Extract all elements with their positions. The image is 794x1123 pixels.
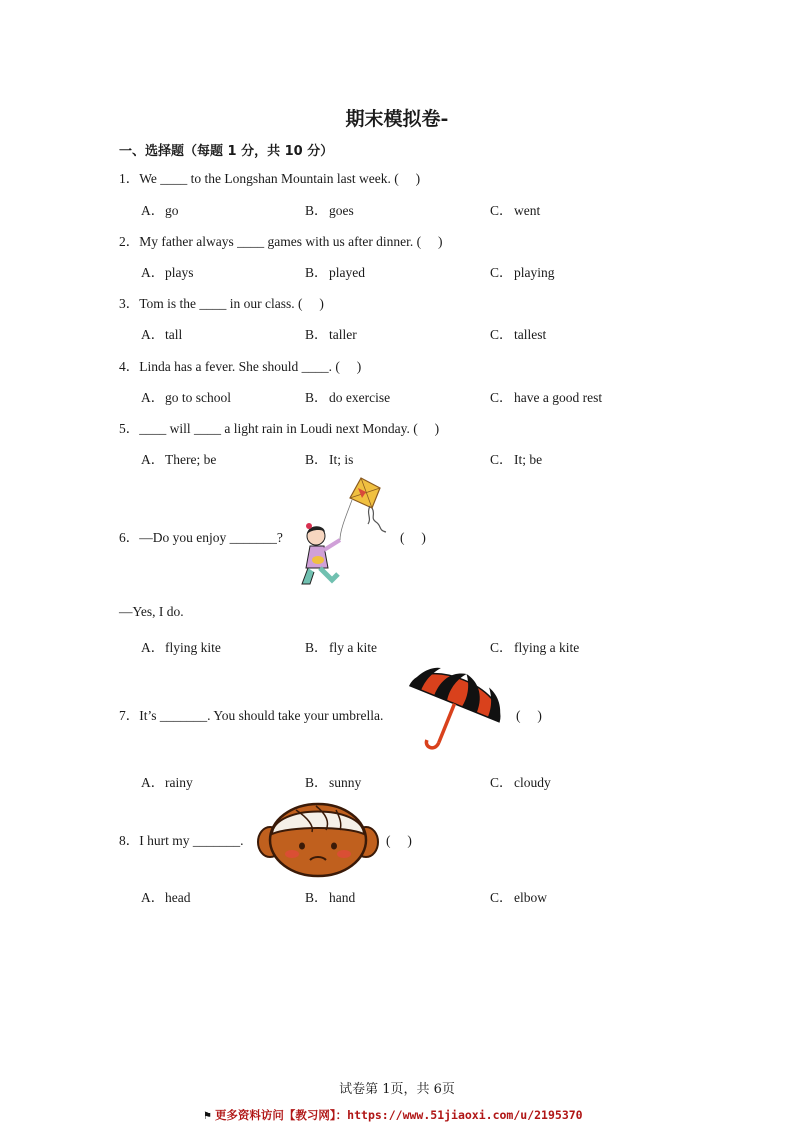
question-2: [119, 230, 443, 250]
question-text: Linda has a fever. She should ____. ( ): [139, 359, 362, 374]
question-text: My father always ____ games with us after dinner. ( ): [139, 234, 443, 249]
answer-paren: ( ): [516, 708, 542, 723]
question-7: [119, 704, 383, 724]
question-6-answer-line: —Yes, I do.: [119, 604, 184, 619]
option-b: B．It; is: [305, 452, 354, 467]
option-b: B．taller: [305, 327, 357, 342]
promo-banner-text[interactable]: 更多资料访问【教习网】：https://www.51jiaoxi.com/u/2195370: [214, 1108, 583, 1122]
bandaged-head-image: [256, 798, 380, 878]
kite-girl-image: [296, 474, 396, 592]
option-c: C．playing: [490, 265, 555, 280]
option-b: B．hand: [305, 890, 356, 905]
option-c: C．flying a kite: [490, 640, 580, 655]
question-text: I hurt my _______.: [139, 833, 244, 848]
option-c: C．cloudy: [490, 775, 551, 790]
question-number: 7．: [119, 708, 140, 723]
option-a: A．go: [141, 203, 179, 218]
question-text: We ____ to the Longshan Mountain last week. ( ): [139, 171, 421, 186]
answer-paren: ( ): [400, 530, 426, 545]
promo-banner-link[interactable]: [204, 1107, 583, 1123]
option-c: C．went: [490, 203, 541, 218]
option-c: C．elbow: [490, 890, 547, 905]
question-8: [119, 829, 244, 849]
option-a: A．go to school: [141, 390, 231, 405]
question-5: [119, 417, 439, 437]
page-title: 期末模拟卷-: [345, 108, 449, 130]
question-number: 6．: [119, 530, 140, 545]
option-a: A．head: [141, 890, 191, 905]
option-c: C．have a good rest: [490, 390, 603, 405]
question-6: [119, 526, 283, 546]
question-number: 8．: [119, 833, 140, 848]
answer-paren: ( ): [386, 833, 412, 848]
flag-icon: ⚑: [204, 1108, 211, 1122]
option-a: A．There; be: [141, 452, 217, 467]
question-text: Tom is the ____ in our class. ( ): [139, 296, 324, 311]
question-4: [119, 355, 361, 375]
question-number: 5．: [119, 421, 140, 436]
option-b: B．fly a kite: [305, 640, 377, 655]
question-number: 3．: [119, 296, 140, 311]
option-b: B．do exercise: [305, 390, 391, 405]
option-a: A．tall: [141, 327, 183, 342]
question-number: 2．: [119, 234, 140, 249]
option-a: A．plays: [141, 265, 194, 280]
question-text: It’s _______. You should take your umbrella.: [139, 708, 384, 723]
question-3: [119, 292, 324, 312]
question-number: 1．: [119, 171, 140, 186]
option-b: B．played: [305, 265, 365, 280]
question-1: [119, 167, 420, 187]
option-a: A．flying kite: [141, 640, 221, 655]
option-c: C．It; be: [490, 452, 543, 467]
question-number: 4．: [119, 359, 140, 374]
option-a: A．rainy: [141, 775, 193, 790]
umbrella-image: [400, 660, 512, 760]
question-text: —Do you enjoy _______?: [139, 530, 283, 545]
option-b: B．goes: [305, 203, 354, 218]
section-heading: 一、选择题（每题 1 分，共 10 分）: [119, 144, 334, 159]
question-text: ____ will ____ a light rain in Loudi next Monday. ( ): [139, 421, 440, 436]
page-footer: 试卷第 1页，共 6页: [339, 1082, 455, 1097]
option-c: C．tallest: [490, 327, 547, 342]
option-b: B．sunny: [305, 775, 362, 790]
